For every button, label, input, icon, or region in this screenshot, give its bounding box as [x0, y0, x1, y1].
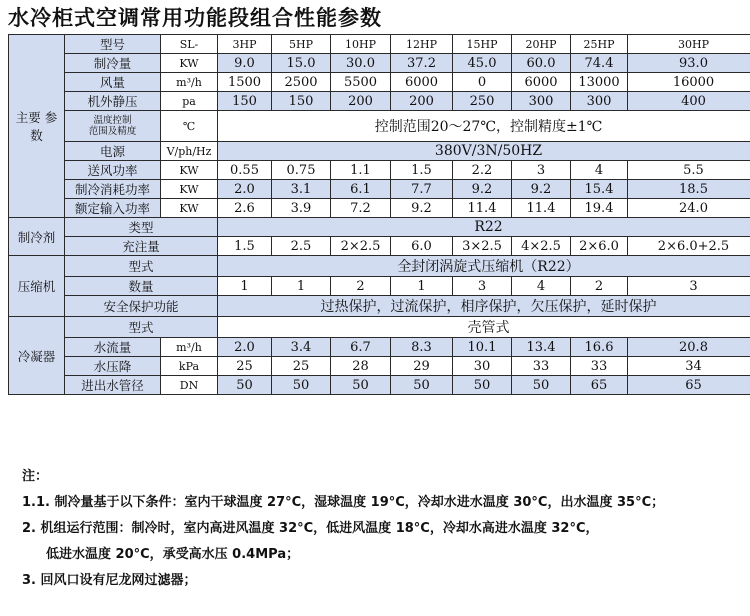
row-value: 2: [331, 277, 391, 296]
model-header: 30HP: [628, 35, 750, 54]
row-value: 1500: [218, 73, 272, 92]
row-value: 150: [272, 92, 331, 111]
table-row: [9, 256, 750, 277]
row-value: 50: [391, 376, 453, 395]
row-value: 13.4: [512, 338, 571, 357]
row-label: 温度控制 范围及精度: [65, 111, 161, 142]
row-value: 0: [453, 73, 512, 92]
table-row: [9, 54, 750, 73]
row-value: 74.4: [571, 54, 628, 73]
header-unit: SL-: [161, 35, 218, 54]
row-label: 类型: [65, 218, 218, 237]
row-value: 9.2: [391, 199, 453, 218]
row-value: 11.4: [453, 199, 512, 218]
row-value: 50: [218, 376, 272, 395]
row-value: 19.4: [571, 199, 628, 218]
table-row: [9, 237, 750, 256]
row-unit: KW: [161, 180, 218, 199]
row-value: 25: [218, 357, 272, 376]
row-value: 16.6: [571, 338, 628, 357]
row-value: 28: [331, 357, 391, 376]
row-label: 机外静压: [65, 92, 161, 111]
row-value: 2×6.0: [571, 237, 628, 256]
row-value: 1: [218, 277, 272, 296]
row-value: 50: [453, 376, 512, 395]
row-value: 18.5: [628, 180, 750, 199]
row-value: 3.9: [272, 199, 331, 218]
row-value: 300: [571, 92, 628, 111]
row-value: 5500: [331, 73, 391, 92]
row-value: 25: [272, 357, 331, 376]
row-value: 20.8: [628, 338, 750, 357]
row-value: 37.2: [391, 54, 453, 73]
row-value: 33: [571, 357, 628, 376]
model-header: 10HP: [331, 35, 391, 54]
row-value: 50: [272, 376, 331, 395]
row-value: 24.0: [628, 199, 750, 218]
row-value: 250: [453, 92, 512, 111]
model-header: 15HP: [453, 35, 512, 54]
notes-heading: 注：: [22, 469, 49, 484]
row-value: 9.2: [453, 180, 512, 199]
table-row: [9, 142, 750, 161]
row-value: 2.0: [218, 180, 272, 199]
row-value: 30.0: [331, 54, 391, 73]
table-row: [9, 92, 750, 111]
row-value: 3.1: [272, 180, 331, 199]
group-condenser: 冷凝器: [9, 317, 65, 395]
row-value: 93.0: [628, 54, 750, 73]
table-row: [9, 218, 750, 237]
row-unit: kPa: [161, 357, 218, 376]
row-value: 2.2: [453, 161, 512, 180]
row-label: 风量: [65, 73, 161, 92]
row-value: 4: [571, 161, 628, 180]
row-value: 1.5: [218, 237, 272, 256]
row-value: 6000: [512, 73, 571, 92]
row-unit: KW: [161, 54, 218, 73]
spec-table: [8, 34, 750, 395]
row-value: 1: [391, 277, 453, 296]
row-value: 2500: [272, 73, 331, 92]
row-unit: m³/h: [161, 338, 218, 357]
row-label: 型式: [65, 256, 218, 277]
row-label: 安全保护功能: [65, 296, 218, 317]
row-value: 1.5: [391, 161, 453, 180]
row-value: 1.1: [331, 161, 391, 180]
row-label: 送风功率: [65, 161, 161, 180]
row-value: 65: [628, 376, 750, 395]
row-value: 15.4: [571, 180, 628, 199]
row-span-value: 壳管式: [218, 317, 750, 338]
row-unit: KW: [161, 161, 218, 180]
row-value: 0.75: [272, 161, 331, 180]
model-header: 3HP: [218, 35, 272, 54]
table-row: [9, 317, 750, 338]
row-value: 50: [331, 376, 391, 395]
model-header: 20HP: [512, 35, 571, 54]
row-value: 10.1: [453, 338, 512, 357]
row-unit: pa: [161, 92, 218, 111]
row-value: 6000: [391, 73, 453, 92]
row-value: 65: [571, 376, 628, 395]
row-value: 6.1: [331, 180, 391, 199]
row-label: 水压降: [65, 357, 161, 376]
row-value: 5.5: [628, 161, 750, 180]
row-label: 数量: [65, 277, 218, 296]
row-label: 水流量: [65, 338, 161, 357]
row-label: 充注量: [65, 237, 218, 256]
table-row: [9, 111, 750, 142]
row-value: 16000: [628, 73, 750, 92]
note-3: 3. 回风口设有尼龙网过滤器；: [22, 573, 197, 588]
row-value: 2.0: [218, 338, 272, 357]
row-span-value: 控制范围20～27℃，控制精度±1℃: [218, 111, 750, 142]
row-value: 300: [512, 92, 571, 111]
table-row: [9, 277, 750, 296]
row-label: 进出水管径: [65, 376, 161, 395]
row-value: 2×2.5: [331, 237, 391, 256]
row-value: 3: [628, 277, 750, 296]
row-value: 3×2.5: [453, 237, 512, 256]
row-unit: ℃: [161, 111, 218, 142]
notes: [22, 464, 664, 594]
row-label: 电源: [65, 142, 161, 161]
model-header: 5HP: [272, 35, 331, 54]
row-value: 3: [512, 161, 571, 180]
row-span-value: R22: [218, 218, 750, 237]
row-value: 7.2: [331, 199, 391, 218]
table-row: [9, 73, 750, 92]
row-value: 3: [453, 277, 512, 296]
row-unit: V/ph/Hz: [161, 142, 218, 161]
row-value: 1: [272, 277, 331, 296]
row-span-value: 过热保护，过流保护，相序保护，欠压保护，延时保护: [218, 296, 750, 317]
model-header: 12HP: [391, 35, 453, 54]
row-value: 9.0: [218, 54, 272, 73]
row-value: 45.0: [453, 54, 512, 73]
row-value: 29: [391, 357, 453, 376]
row-label: 制冷量: [65, 54, 161, 73]
row-value: 34: [628, 357, 750, 376]
row-unit: DN: [161, 376, 218, 395]
table-row: [9, 357, 750, 376]
group-compressor: 压缩机: [9, 256, 65, 317]
row-label: 型式: [65, 317, 218, 338]
row-value: 2: [571, 277, 628, 296]
row-value: 50: [512, 376, 571, 395]
row-value: 200: [331, 92, 391, 111]
row-value: 4: [512, 277, 571, 296]
row-span-value: 全封闭涡旋式压缩机（R22）: [218, 256, 750, 277]
table-row: [9, 161, 750, 180]
note-1: 1.1. 制冷量基于以下条件：室内干球温度 27°C，湿球温度 19°C，冷却水进水温度 30°C，出水温度 35°C；: [22, 495, 665, 510]
row-value: 15.0: [272, 54, 331, 73]
header-row: [9, 35, 750, 54]
row-value: 13000: [571, 73, 628, 92]
row-value: 0.55: [218, 161, 272, 180]
group-main: 主要 参 数: [9, 35, 65, 218]
table-row: [9, 376, 750, 395]
row-unit: m³/h: [161, 73, 218, 92]
row-value: 9.2: [512, 180, 571, 199]
row-value: 6.0: [391, 237, 453, 256]
row-value: 150: [218, 92, 272, 111]
row-value: 33: [512, 357, 571, 376]
row-value: 3.4: [272, 338, 331, 357]
row-value: 400: [628, 92, 750, 111]
table-row: [9, 338, 750, 357]
row-value: 11.4: [512, 199, 571, 218]
row-value: 8.3: [391, 338, 453, 357]
row-value: 2×6.0+2.5: [628, 237, 750, 256]
table-row: [9, 199, 750, 218]
row-value: 4×2.5: [512, 237, 571, 256]
note-2: 2. 机组运行范围：制冷时，室内高进风温度 32°C，低进风温度 18°C，冷却水高进水温度 32°C，: [22, 521, 599, 536]
row-value: 2.6: [218, 199, 272, 218]
row-value: 200: [391, 92, 453, 111]
row-value: 60.0: [512, 54, 571, 73]
row-unit: KW: [161, 199, 218, 218]
page-title: 水冷柜式空调常用功能段组合性能参数: [8, 6, 382, 30]
model-header: 25HP: [571, 35, 628, 54]
row-span-value: 380V/3N/50HZ: [218, 142, 750, 161]
table-row: [9, 180, 750, 199]
note-2-cont: 低进水温度 20°C，承受高水压 0.4MPa；: [46, 547, 300, 562]
row-value: 7.7: [391, 180, 453, 199]
row-label: 制冷消耗功率: [65, 180, 161, 199]
row-label: 额定输入功率: [65, 199, 161, 218]
row-value: 6.7: [331, 338, 391, 357]
group-refrigerant: 制冷剂: [9, 218, 65, 256]
table-row: [9, 296, 750, 317]
row-value: 30: [453, 357, 512, 376]
header-label: 型号: [65, 35, 161, 54]
row-value: 2.5: [272, 237, 331, 256]
